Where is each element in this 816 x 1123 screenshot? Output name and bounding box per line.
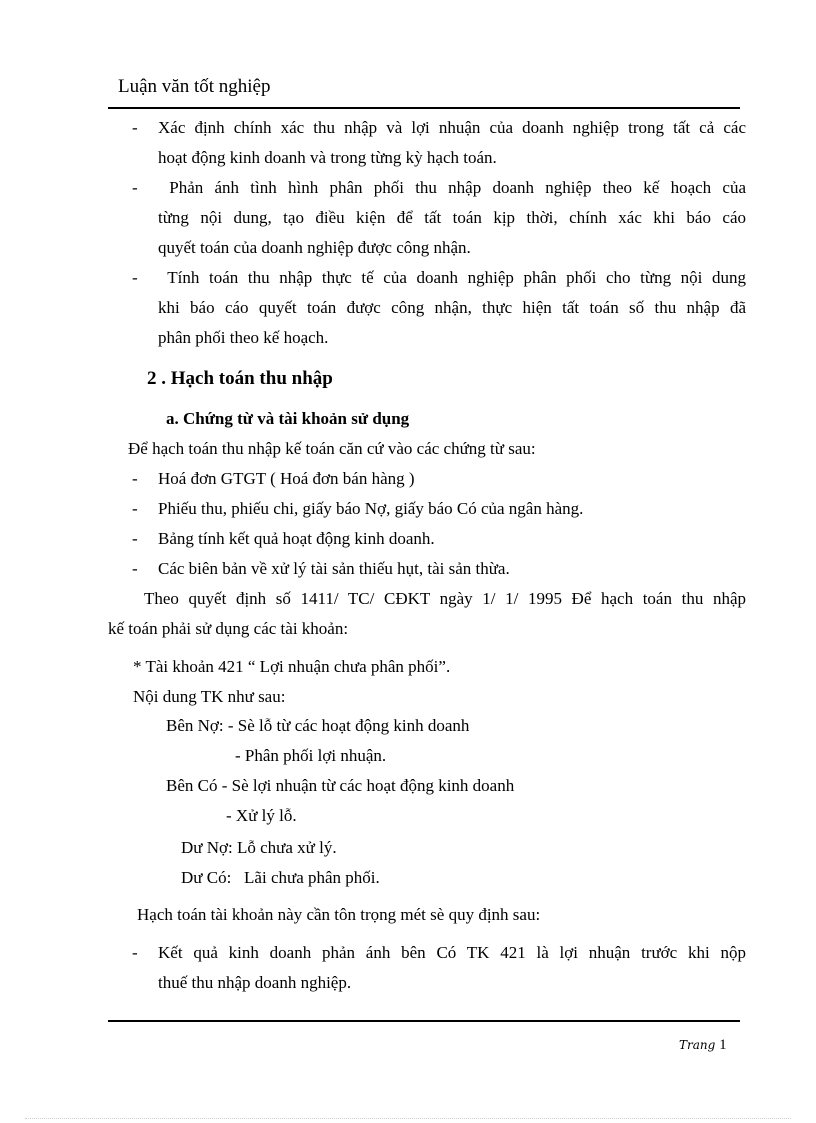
text-line: kế toán phải sử dụng các tài khoản: [108, 619, 349, 638]
subsection-heading: a. Chứng từ và tài khoản sử dụng [166, 409, 410, 428]
text-line: Kết quả kinh doanh phản ánh bên Có TK 421 là lợi nhuận trước khi nộp [158, 943, 746, 962]
du-no-line: Dư Nợ: Lỗ chưa xử lý. [181, 838, 337, 857]
ben-co-line: - Xử lý lỗ. [226, 806, 297, 825]
bullet-marker: - [132, 268, 138, 287]
text-line: quyết toán của doanh nghiệp được công nhận. [158, 238, 471, 257]
header-title: Luận văn tốt nghiệp [118, 76, 271, 97]
ben-co-line: Bên Có - Sè lợi nhuận từ các hoạt động kinh doanh [166, 776, 515, 795]
header-rule [108, 107, 740, 109]
du-co-line: Dư Có: Lãi chưa phân phối. [181, 868, 380, 887]
bullet-paragraph [158, 173, 746, 263]
bullet-paragraph [158, 113, 746, 173]
ben-no-line: Bên Nợ: - Sè lỗ từ các hoạt động kinh doanh [166, 716, 470, 735]
bullet-paragraph [158, 938, 746, 998]
text-line: phân phối theo kế hoạch. [158, 328, 329, 347]
doc-list-item: Phiếu thu, phiếu chi, giấy báo Nợ, giấy báo Có của ngân hàng. [158, 499, 584, 518]
decision-paragraph [108, 584, 746, 644]
doc-list-item: Bảng tính kết quả hoạt động kinh doanh. [158, 529, 435, 548]
section-heading: 2 . Hạch toán thu nhập [147, 368, 333, 389]
bullet-marker: - [132, 499, 138, 518]
account-title: * Tài khoản 421 “ Lợi nhuận chưa phân phối”. [133, 657, 451, 676]
footer-rule [108, 1020, 740, 1022]
text-line: thuế thu nhập doanh nghiệp. [158, 973, 352, 992]
text-line: Xác định chính xác thu nhập và lợi nhuận của doanh nghiệp trong tất cả các [158, 118, 746, 137]
doc-list-item: Các biên bản về xử lý tài sản thiếu hụt, tài sản thừa. [158, 559, 510, 578]
bullet-marker: - [132, 529, 138, 548]
text-line: khi báo cáo quyết toán được công nhận, thực hiện tất toán số thu nhập đã [158, 298, 746, 317]
rules-intro: Hạch toán tài khoản này cần tôn trọng mét sè quy định sau: [137, 905, 541, 924]
text-line: Phản ánh tình hình phân phối thu nhập doanh nghiệp theo kế hoạch của [158, 178, 746, 197]
doc-list-item: Hoá đơn GTGT ( Hoá đơn bán hàng ) [158, 469, 415, 488]
intro-text: Để hạch toán thu nhập kế toán căn cứ vào các chứng từ sau: [128, 439, 536, 458]
page-edge-dots [25, 1118, 791, 1119]
bullet-marker: - [132, 178, 138, 197]
account-content-label: Nội dung TK như sau: [133, 687, 286, 706]
ben-no-line: - Phân phối lợi nhuận. [235, 746, 387, 765]
page-footer [679, 1037, 727, 1054]
bullet-marker: - [132, 943, 138, 962]
text-line: từng nội dung, tạo điều kiện để tất toán kịp thời, chính xác khi báo cáo [158, 208, 746, 227]
text-line: Theo quyết định số 1411/ TC/ CĐKT ngày 1/ 1/ 1995 Để hạch toán thu nhập [144, 589, 746, 608]
page-label: Trang [679, 1038, 716, 1052]
bullet-paragraph [158, 263, 746, 353]
page-number: 1 [719, 1037, 727, 1053]
bullet-marker: - [132, 559, 138, 578]
text-line: hoạt động kinh doanh và trong từng kỳ hạch toán. [158, 148, 497, 167]
bullet-marker: - [132, 118, 138, 137]
bullet-marker: - [132, 469, 138, 488]
text-line: Tính toán thu nhập thực tế của doanh nghiệp phân phối cho từng nội dung [158, 268, 746, 287]
